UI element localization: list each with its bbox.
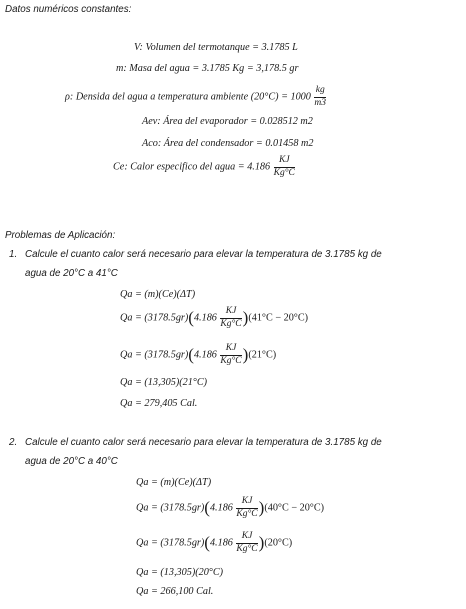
problem1-eq3-coef: 4.186 xyxy=(193,349,217,361)
density-constant xyxy=(65,86,327,108)
specific-heat-denominator: Kg°C xyxy=(273,167,295,178)
specific-heat-constant xyxy=(113,156,296,178)
problem1-eq2-delta: (41°C − 20°C) xyxy=(248,312,309,324)
fraction-numerator: KJ xyxy=(236,497,257,509)
specific-heat-label: Ce: Calor especifico del agua = 4.186 xyxy=(113,161,271,173)
problem2-eq3-fraction xyxy=(236,532,257,554)
problem1-eq3-lhs: Qa = (3178.5gr) xyxy=(120,349,189,361)
problem2-eq-simplified xyxy=(136,532,292,554)
problem2-eq-formula: Qa = (m)(Ce)(ΔT) xyxy=(136,477,212,488)
problem2-number: 2. xyxy=(9,437,18,448)
problem2-eq3-coef: 4.186 xyxy=(209,537,233,549)
fraction-denominator: Kg°C xyxy=(236,508,258,519)
problem2-eq3-delta: (20°C) xyxy=(264,537,293,549)
problem1-text-line1: Calcule el cuanto calor será necesario para elevar la temperatura de 3.1785 kg de xyxy=(25,249,382,260)
problem1-eq2-coef: 4.186 xyxy=(193,312,217,324)
density-unit-fraction xyxy=(314,86,326,108)
problem2-eq-product: Qa = (13,305)(20°C) xyxy=(136,567,224,578)
specific-heat-numerator: KJ xyxy=(274,156,295,168)
constants-heading: Datos numéricos constantes: xyxy=(5,4,132,15)
close-paren: ) xyxy=(258,498,265,517)
problem1-eq-result: Qa = 279,405 Cal. xyxy=(120,398,198,409)
fraction-denominator: Kg°C xyxy=(236,543,258,554)
problem2-text-line1: Calcule el cuanto calor será necesario para elevar la temperatura de 3.1785 kg de xyxy=(25,437,382,448)
problem1-eq3-delta: (21°C) xyxy=(248,349,277,361)
volume-constant: V: Volumen del termotanque = 3.1785 L xyxy=(134,42,298,53)
problem2-eq2-fraction xyxy=(236,497,257,519)
mass-constant: m: Masa del agua = 3.1785 Kg = 3,178.5 gr xyxy=(116,63,299,74)
evaporator-area: Aev: Área del evaporador = 0.028512 m2 xyxy=(142,116,313,127)
problem1-eq2-fraction xyxy=(220,307,241,329)
close-paren: ) xyxy=(258,533,265,552)
specific-heat-fraction xyxy=(274,156,295,178)
problem2-eq-result: Qa = 266,100 Cal. xyxy=(136,586,214,597)
fraction-denominator: Kg°C xyxy=(220,318,242,329)
problem1-eq-simplified xyxy=(120,344,276,366)
open-paren: ( xyxy=(204,498,210,517)
close-paren: ) xyxy=(242,345,249,364)
density-unit-numerator: kg xyxy=(314,86,326,98)
problems-heading: Problemas de Aplicación: xyxy=(5,230,116,241)
problem1-eq3-fraction xyxy=(220,344,241,366)
condenser-area: Aco: Área del condensador = 0.01458 m2 xyxy=(142,138,314,149)
problem1-eq-substitution xyxy=(120,307,308,329)
problem2-eq2-lhs: Qa = (3178.5gr) xyxy=(136,502,205,514)
density-label: ρ: Densida del agua a temperatura ambiente (20°C) = 1000 xyxy=(65,91,311,103)
open-paren: ( xyxy=(204,533,210,552)
problem2-eq2-delta: (40°C − 20°C) xyxy=(264,502,325,514)
open-paren: ( xyxy=(188,345,194,364)
problem2-eq2-coef: 4.186 xyxy=(209,502,233,514)
problem2-eq3-lhs: Qa = (3178.5gr) xyxy=(136,537,205,549)
density-unit-denominator: m3 xyxy=(314,97,327,108)
close-paren: ) xyxy=(242,308,249,327)
fraction-denominator: Kg°C xyxy=(220,355,242,366)
problem2-eq-substitution xyxy=(136,497,324,519)
problem1-eq-formula: Qa = (m)(Ce)(ΔT) xyxy=(120,289,196,300)
problem1-number: 1. xyxy=(9,249,18,260)
fraction-numerator: KJ xyxy=(220,344,241,356)
problem1-text-line2: agua de 20°C a 41°C xyxy=(25,268,118,279)
problem1-eq-product: Qa = (13,305)(21°C) xyxy=(120,377,208,388)
fraction-numerator: KJ xyxy=(220,307,241,319)
problem2-text-line2: agua de 20°C a 40°C xyxy=(25,456,118,467)
open-paren: ( xyxy=(188,308,194,327)
problem1-eq2-lhs: Qa = (3178.5gr) xyxy=(120,312,189,324)
fraction-numerator: KJ xyxy=(236,532,257,544)
